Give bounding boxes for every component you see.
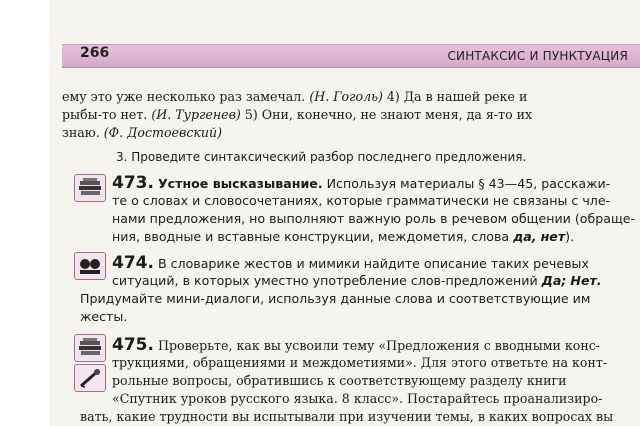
exercise-475-line-1: 475. Проверьте, как вы усвоили тему «Предложения с вводными конс- [112,335,601,355]
exercise-475-line-5: вать, какие трудности вы испытывали при изучении темы, в каких вопросах вы [80,409,614,424]
exercise-473-title: Устное высказывание. [157,176,323,191]
exercise-474-line-1: 474. В словарике жестов и мимики найдите описание таких речевых [112,253,589,273]
page-number: 266 [80,45,110,61]
exercise-474-line-4: жесты. [80,309,128,324]
exercise-475-line-2: трукциями, обращениями и междометиями». Для этого ответьте на конт- [112,355,608,370]
section-title: СИНТАКСИС И ПУНКТУАЦИЯ [447,49,628,63]
exercise-474-line-2: ситуаций, в которых уместно употребление слов-предложений Да; Нет. [112,273,602,288]
intro-line-1: ему это уже несколько раз замечал. (Н. Гоголь) 4) Да в нашей реке и [62,89,528,104]
exercise-473-line-1: 473. Устное высказывание. Используя материалы § 43—45, расскажи- [112,173,611,193]
exercise-473-line-3: нами предложения, но выполняют важную роль в речевом общении (обраще- [112,211,636,226]
task-3-instruction: 3. Проведите синтаксический разбор последнего предложения. [116,150,527,164]
exercise-473-number: 473. [112,173,154,193]
exercise-475-line-3: рольные вопросы, обратившись к соответствующему разделу книги [112,373,567,388]
exercise-473-line-4: ния, вводные и вставные конструкции, междометия, слова да, нет). [112,229,575,244]
exercise-475-number: 475. [112,335,154,355]
pen-icon [74,364,106,392]
books-icon [74,174,106,202]
books-icon [74,334,106,362]
exercise-475-line-4: «Спутник уроков русского языка. 8 класс». Постарайтесь проанализиро- [112,391,603,406]
intro-line-3: знаю. (Ф. Достоевский) [62,125,223,140]
exercise-474-line-3: Придумайте мини-диалоги, используя данные слова и соответствующие им [80,291,591,306]
intro-line-2: рыбы-то нет. (И. Тургенев) 5) Они, конечно, не знают меня, да я-то их [62,107,533,122]
speech-faces-icon [74,252,106,280]
exercise-473-line-2: те о словах и словосочетаниях, которые грамматически не связаны с чле- [112,193,611,208]
left-margin [0,0,50,426]
exercise-474-number: 474. [112,253,154,273]
